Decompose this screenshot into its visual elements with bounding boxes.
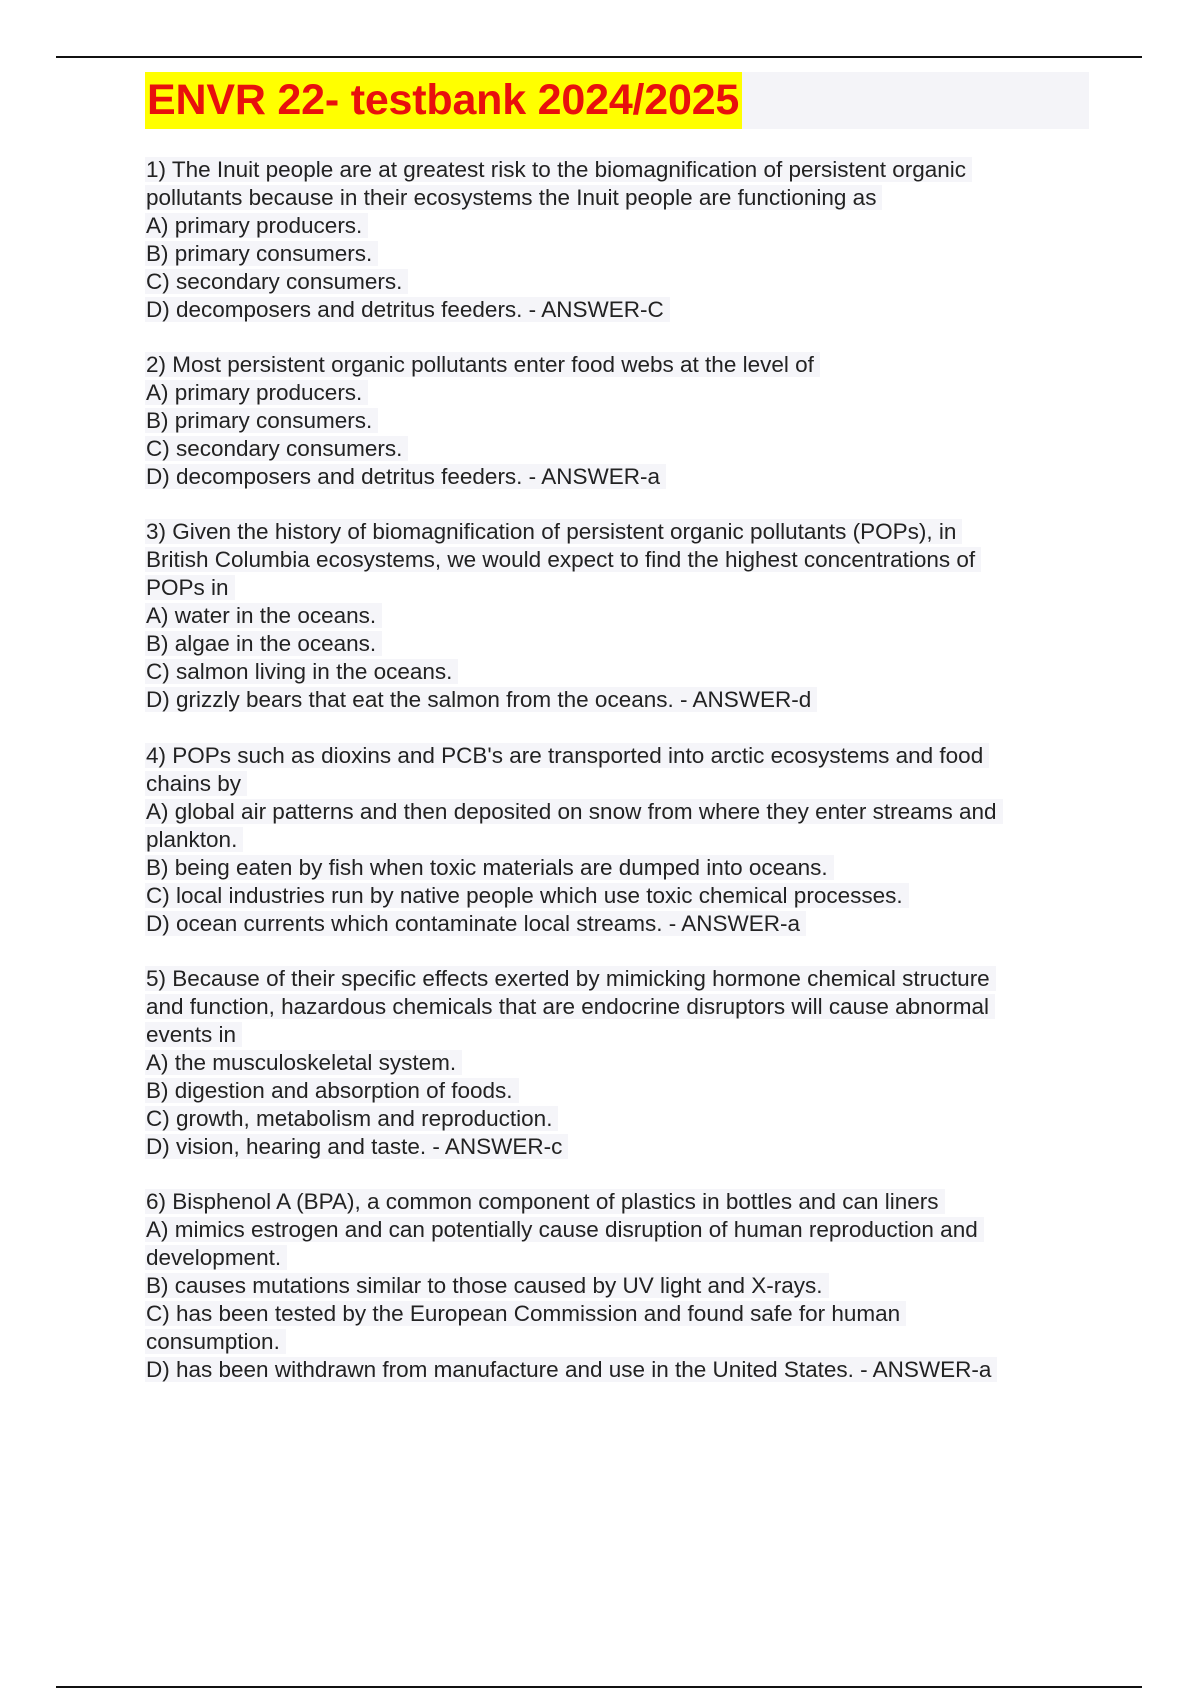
answer-option: C) growth, metabolism and reproduction. [145,1105,1065,1133]
answer-option: B) primary consumers. [145,407,1065,435]
answer-option: D) grizzly bears that eat the salmon from the oceans. - ANSWER-d [145,686,1065,714]
question-3 [145,518,1065,714]
question-list [145,156,1065,1411]
question-6 [145,1188,1065,1384]
answer-option: C) local industries run by native people which use toxic chemical processes. [145,882,1065,910]
answer-option: A) primary producers. [145,212,1065,240]
answer-option: B) causes mutations similar to those caused by UV light and X-rays. [145,1272,1065,1300]
question-stem-line: pollutants because in their ecosystems the Inuit people are functioning as [145,184,1065,212]
answer-option: C) secondary consumers. [145,435,1065,463]
question-stem-line: 1) The Inuit people are at greatest risk to the biomagnification of persistent organic [145,156,1065,184]
question-stem-line: British Columbia ecosystems, we would expect to find the highest concentrations of [145,546,1065,574]
answer-option: C) has been tested by the European Commission and found safe for human [145,1300,1065,1328]
answer-option: D) decomposers and detritus feeders. - ANSWER-C [145,296,1065,324]
question-5 [145,965,1065,1161]
answer-option: A) water in the oceans. [145,602,1065,630]
question-4 [145,742,1065,938]
question-stem-line: and function, hazardous chemicals that are endocrine disruptors will cause abnormal [145,993,1065,1021]
question-stem-line: 4) POPs such as dioxins and PCB's are transported into arctic ecosystems and food [145,742,1065,770]
question-stem-line: 5) Because of their specific effects exerted by mimicking hormone chemical structure [145,965,1065,993]
answer-option: B) digestion and absorption of foods. [145,1077,1065,1105]
answer-option: plankton. [145,826,1065,854]
question-stem-line: 3) Given the history of biomagnification of persistent organic pollutants (POPs), in [145,518,1065,546]
question-stem-line: chains by [145,770,1065,798]
answer-option: B) algae in the oceans. [145,630,1065,658]
answer-option: B) primary consumers. [145,240,1065,268]
answer-option: D) vision, hearing and taste. - ANSWER-c [145,1133,1065,1161]
answer-option: C) salmon living in the oceans. [145,658,1065,686]
page-title: ENVR 22- testbank 2024/2025 [145,72,742,129]
answer-option: A) mimics estrogen and can potentially cause disruption of human reproduction and [145,1216,1065,1244]
question-1 [145,156,1065,324]
answer-option: D) decomposers and detritus feeders. - ANSWER-a [145,463,1065,491]
top-rule [56,56,1142,58]
answer-option: B) being eaten by fish when toxic materials are dumped into oceans. [145,854,1065,882]
question-stem-line: 6) Bisphenol A (BPA), a common component of plastics in bottles and can liners [145,1188,1065,1216]
question-2 [145,351,1065,491]
answer-option: D) ocean currents which contaminate local streams. - ANSWER-a [145,910,1065,938]
question-stem-line: events in [145,1021,1065,1049]
answer-option: A) the musculoskeletal system. [145,1049,1065,1077]
bottom-rule [56,1686,1142,1688]
answer-option: C) secondary consumers. [145,268,1065,296]
answer-option: consumption. [145,1328,1065,1356]
answer-option: A) primary producers. [145,379,1065,407]
answer-option: D) has been withdrawn from manufacture and use in the United States. - ANSWER-a [145,1356,1065,1384]
question-stem-line: POPs in [145,574,1065,602]
answer-option: A) global air patterns and then deposited on snow from where they enter streams and [145,798,1065,826]
answer-option: development. [145,1244,1065,1272]
question-stem-line: 2) Most persistent organic pollutants enter food webs at the level of [145,351,1065,379]
